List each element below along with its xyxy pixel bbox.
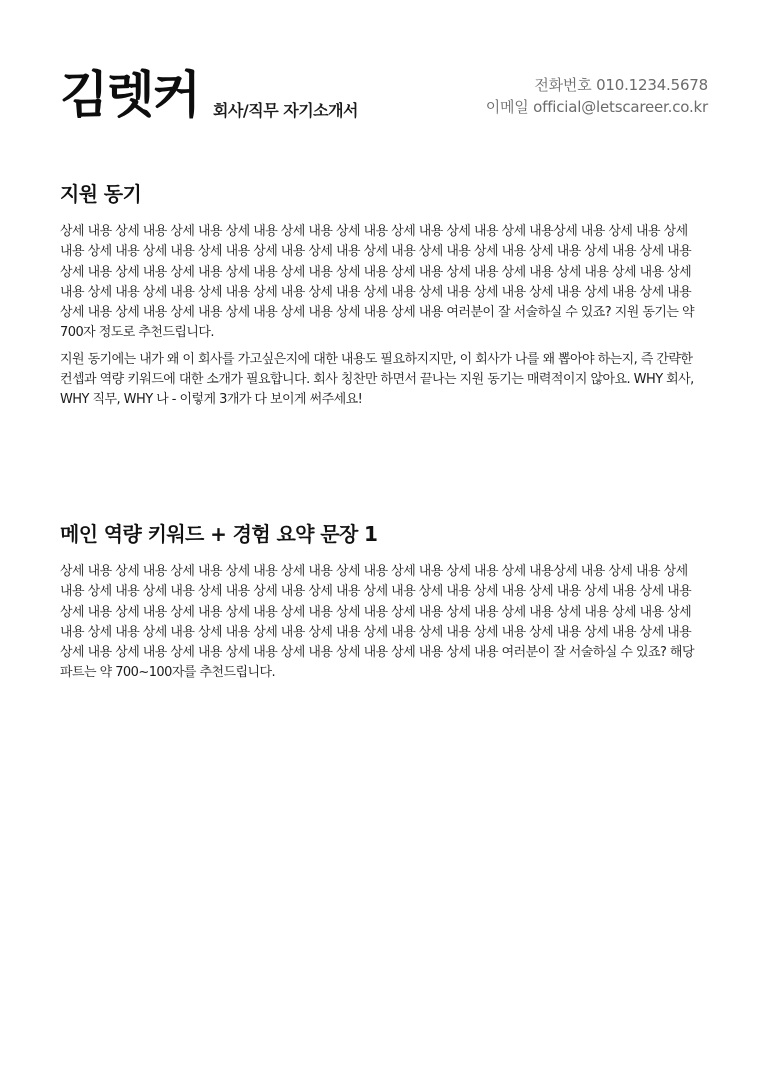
phone-number: 전화번호 010.1234.5678: [534, 76, 708, 94]
applicant-name: 김렛커: [60, 66, 199, 124]
section-competency-1: [60, 520, 708, 690]
section-paragraph: 상세 내용 상세 내용 상세 내용 상세 내용 상세 내용 상세 내용 상세 내용 상세 내용 상세 내용상세 내용 상세 내용 상세 내용 상세 내용 상세 내용 상세 내용 상세 내용 상세 내용 상세 내용 상세 내용 상세 내용 상세 내용 상세 내용 상세 내용 상세 내용 상세 내용 상세 내용 상세 내용 상세 내용 상세 내용 상세 내용 상세 내용 상세 내용 상세 내용 상세 내용 상세 내용 상세 내용 상세 내용 상세 내용 상세 내용 상세 내용 상세 내용 상세 내용 상세 내용 상세 내용 상세 내용 상세 내용 상세 내용 상세 내용 상세 내용 상세 내용 상세 내용 상세 내용 상세 내용 상세 내용 여러분이 잘 서술하실 수 있죠? 해당 파트는 약 700~100자를 추천드립니다.: [60, 564, 694, 681]
email-address: 이메일 official@letscareer.co.kr: [485, 98, 708, 116]
contact-info: [486, 74, 708, 118]
section-paragraph: 상세 내용 상세 내용 상세 내용 상세 내용 상세 내용 상세 내용 상세 내용 상세 내용 상세 내용상세 내용 상세 내용 상세 내용 상세 내용 상세 내용 상세 내용 상세 내용 상세 내용 상세 내용 상세 내용 상세 내용 상세 내용 상세 내용 상세 내용 상세 내용 상세 내용 상세 내용 상세 내용 상세 내용 상세 내용 상세 내용 상세 내용 상세 내용 상세 내용 상세 내용 상세 내용 상세 내용 상세 내용 상세 내용 상세 내용 상세 내용 상세 내용 상세 내용 상세 내용 상세 내용 상세 내용 상세 내용 상세 내용 상세 내용 상세 내용 상세 내용 상세 내용 상세 내용 상세 내용 여러분이 잘 서술하실 수 있죠? 지원 동기는 약 700자 정도로 추천드립니다.: [60, 224, 694, 341]
section-motivation: [60, 180, 708, 417]
section-paragraph: 지원 동기에는 내가 왜 이 회사를 가고싶은지에 대한 내용도 필요하지지만, 이 회사가 나를 왜 뽑아야 하는지, 즉 간략한 컨셉과 역량 키워드에 대한 소개가 필요합니다. 회사 칭찬만 하면서 끝나는 지원 동기는 매력적이지 않아요. WHY 회사, WHY 직무, WHY 나 - 이렇게 3개가 다 보이게 써주세요!: [60, 351, 694, 408]
resume-header: [60, 62, 708, 132]
document-subtitle: 회사/직무 자기소개서: [213, 101, 359, 120]
section-title: 지원 동기: [60, 182, 142, 206]
section-title: 메인 역량 키워드 + 경험 요약 문장 1: [60, 522, 378, 546]
